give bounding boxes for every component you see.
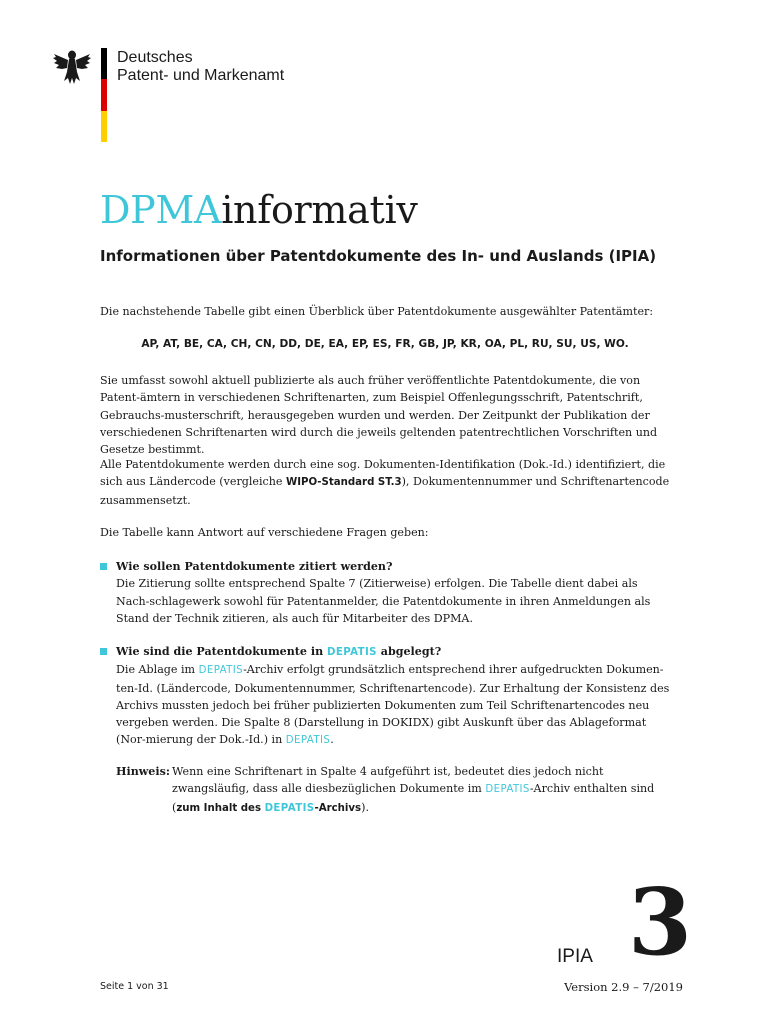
bullet-square-icon — [100, 563, 107, 570]
organization-name — [117, 49, 284, 85]
questions-intro: Die Tabelle kann Antwort auf verschiedene Fragen geben: — [100, 526, 429, 539]
intro-paragraph: Die nachstehende Tabelle gibt einen Überblick über Patentdokumente ausgewählter Patentämter: — [100, 305, 654, 318]
german-flag-bar — [101, 48, 107, 142]
bullet-depatis — [100, 643, 670, 750]
version-label: Version 2.9 – 7/2019 — [564, 980, 683, 994]
country-codes: AP, AT, BE, CA, CH, CN, DD, DE, EA, EP, ES, FR, GB, JP, KR, OA, PL, RU, SU, US, WO. — [141, 338, 629, 350]
archive-content-link[interactable] — [176, 803, 361, 814]
bullet-square-icon — [100, 648, 107, 655]
depatis-link[interactable]: DEPATIS — [198, 665, 244, 677]
depatis-link[interactable]: DEPATIS — [264, 802, 315, 814]
page-subtitle: Informationen über Patentdokumente des In- und Auslands (IPIA) — [100, 247, 657, 265]
brand-rest: informativ — [221, 188, 418, 232]
org-line-1: Deutsches — [117, 49, 193, 66]
answer-text-1: Die Ablage im — [116, 663, 199, 677]
org-line-2: Patent- und Markenamt — [117, 67, 285, 84]
archive-link-text-1: zum Inhalt des — [176, 802, 265, 814]
bullet-answer: Die Zitierung sollte entsprechend Spalte 7 (Zitierweise) erfolgen. Die Tabelle dient dabei als Nach-schlagewerk sowohl für Patentanmelder, die Patentdokumente in ihren Anmeldungen als Stand der Technik zitieren, als auch für Mitarbeiter des DPMA. — [116, 577, 651, 625]
docid-text-2: ), Dokumentennummer und Schriftenartencode zusammensetzt. — [100, 475, 670, 507]
wipo-standard-link[interactable]: WIPO-Standard ST.3 — [285, 477, 402, 489]
bullet-question: Wie sollen Patentdokumente zitiert werden? — [116, 560, 393, 573]
question-text-1: Wie sind die Patentdokumente in — [116, 645, 327, 658]
note-text — [172, 763, 676, 817]
brand-title — [100, 188, 418, 232]
bullet-question — [116, 643, 670, 661]
note-label: Hinweis: — [116, 765, 170, 778]
docid-text-1: Alle Patentdokumente werden durch eine sog. Dokumenten-Identifikation (Dok.-Id.) identifiziert, die sich aus Ländercode (vergleiche — [100, 458, 666, 489]
bullet-answer — [116, 661, 670, 749]
bullet-citation — [100, 558, 670, 627]
depatis-link[interactable]: DEPATIS — [327, 647, 377, 658]
note-text-2: -Archiv enthalten sind ( — [172, 782, 655, 814]
archive-link-text-2: -Archivs — [314, 802, 362, 814]
docid-paragraph — [100, 456, 670, 509]
depatis-link[interactable]: DEPATIS — [285, 735, 331, 747]
federal-eagle-icon — [52, 48, 92, 86]
scope-paragraph: Sie umfasst sowohl aktuell publizierte als auch früher veröffentlichte Patentdokumente, die von Patent-ämtern in verschiedenen Schriftenarten, zum Beispiel Offenlegungsschrift, Patentschrift, Gebrauchs-musterschrift, herausgegeben wurden und werden. Der Zeitpunkt der Publikation der verschiedenen Schriftenarten wird durch die jeweils geltenden patentrechtlichen Vorschriften und Gesetze bestimmt. — [100, 374, 658, 457]
page-number: Seite 1 von 31 — [100, 981, 169, 992]
brand-accent: DPMA — [100, 188, 222, 232]
note-text-3: ). — [361, 800, 369, 814]
note-block — [116, 763, 676, 817]
series-label: IPIA — [557, 946, 593, 967]
series-number: 3 — [628, 868, 693, 976]
answer-text-3: . — [330, 733, 334, 747]
depatis-link[interactable]: DEPATIS — [485, 784, 530, 796]
note-text-1: Wenn eine Schriftenart in Spalte 4 aufgeführt ist, bedeutet dies jedoch nicht zwangsläufig, dass alle diesbezüglichen Dokumente im — [172, 765, 604, 796]
question-text-2: abgelegt? — [376, 645, 442, 658]
answer-text-2: -Archiv erfolgt grundsätzlich entsprechend ihrer aufgedruckten Dokumen-ten-Id. (Ländercode, Dokumentennummer, Schriftenartencode). Zur Erhaltung der Konsistenz des Archivs mussten jedoch bei früher publizierten Dokumenten zum Teil Schriftenartencodes neu vergeben werden. Die Spalte 8 (Darstellung in DOKIDX) gibt Auskunft über das Ablageformat (Nor-mierung der Dok.-Id.) in — [116, 663, 670, 747]
